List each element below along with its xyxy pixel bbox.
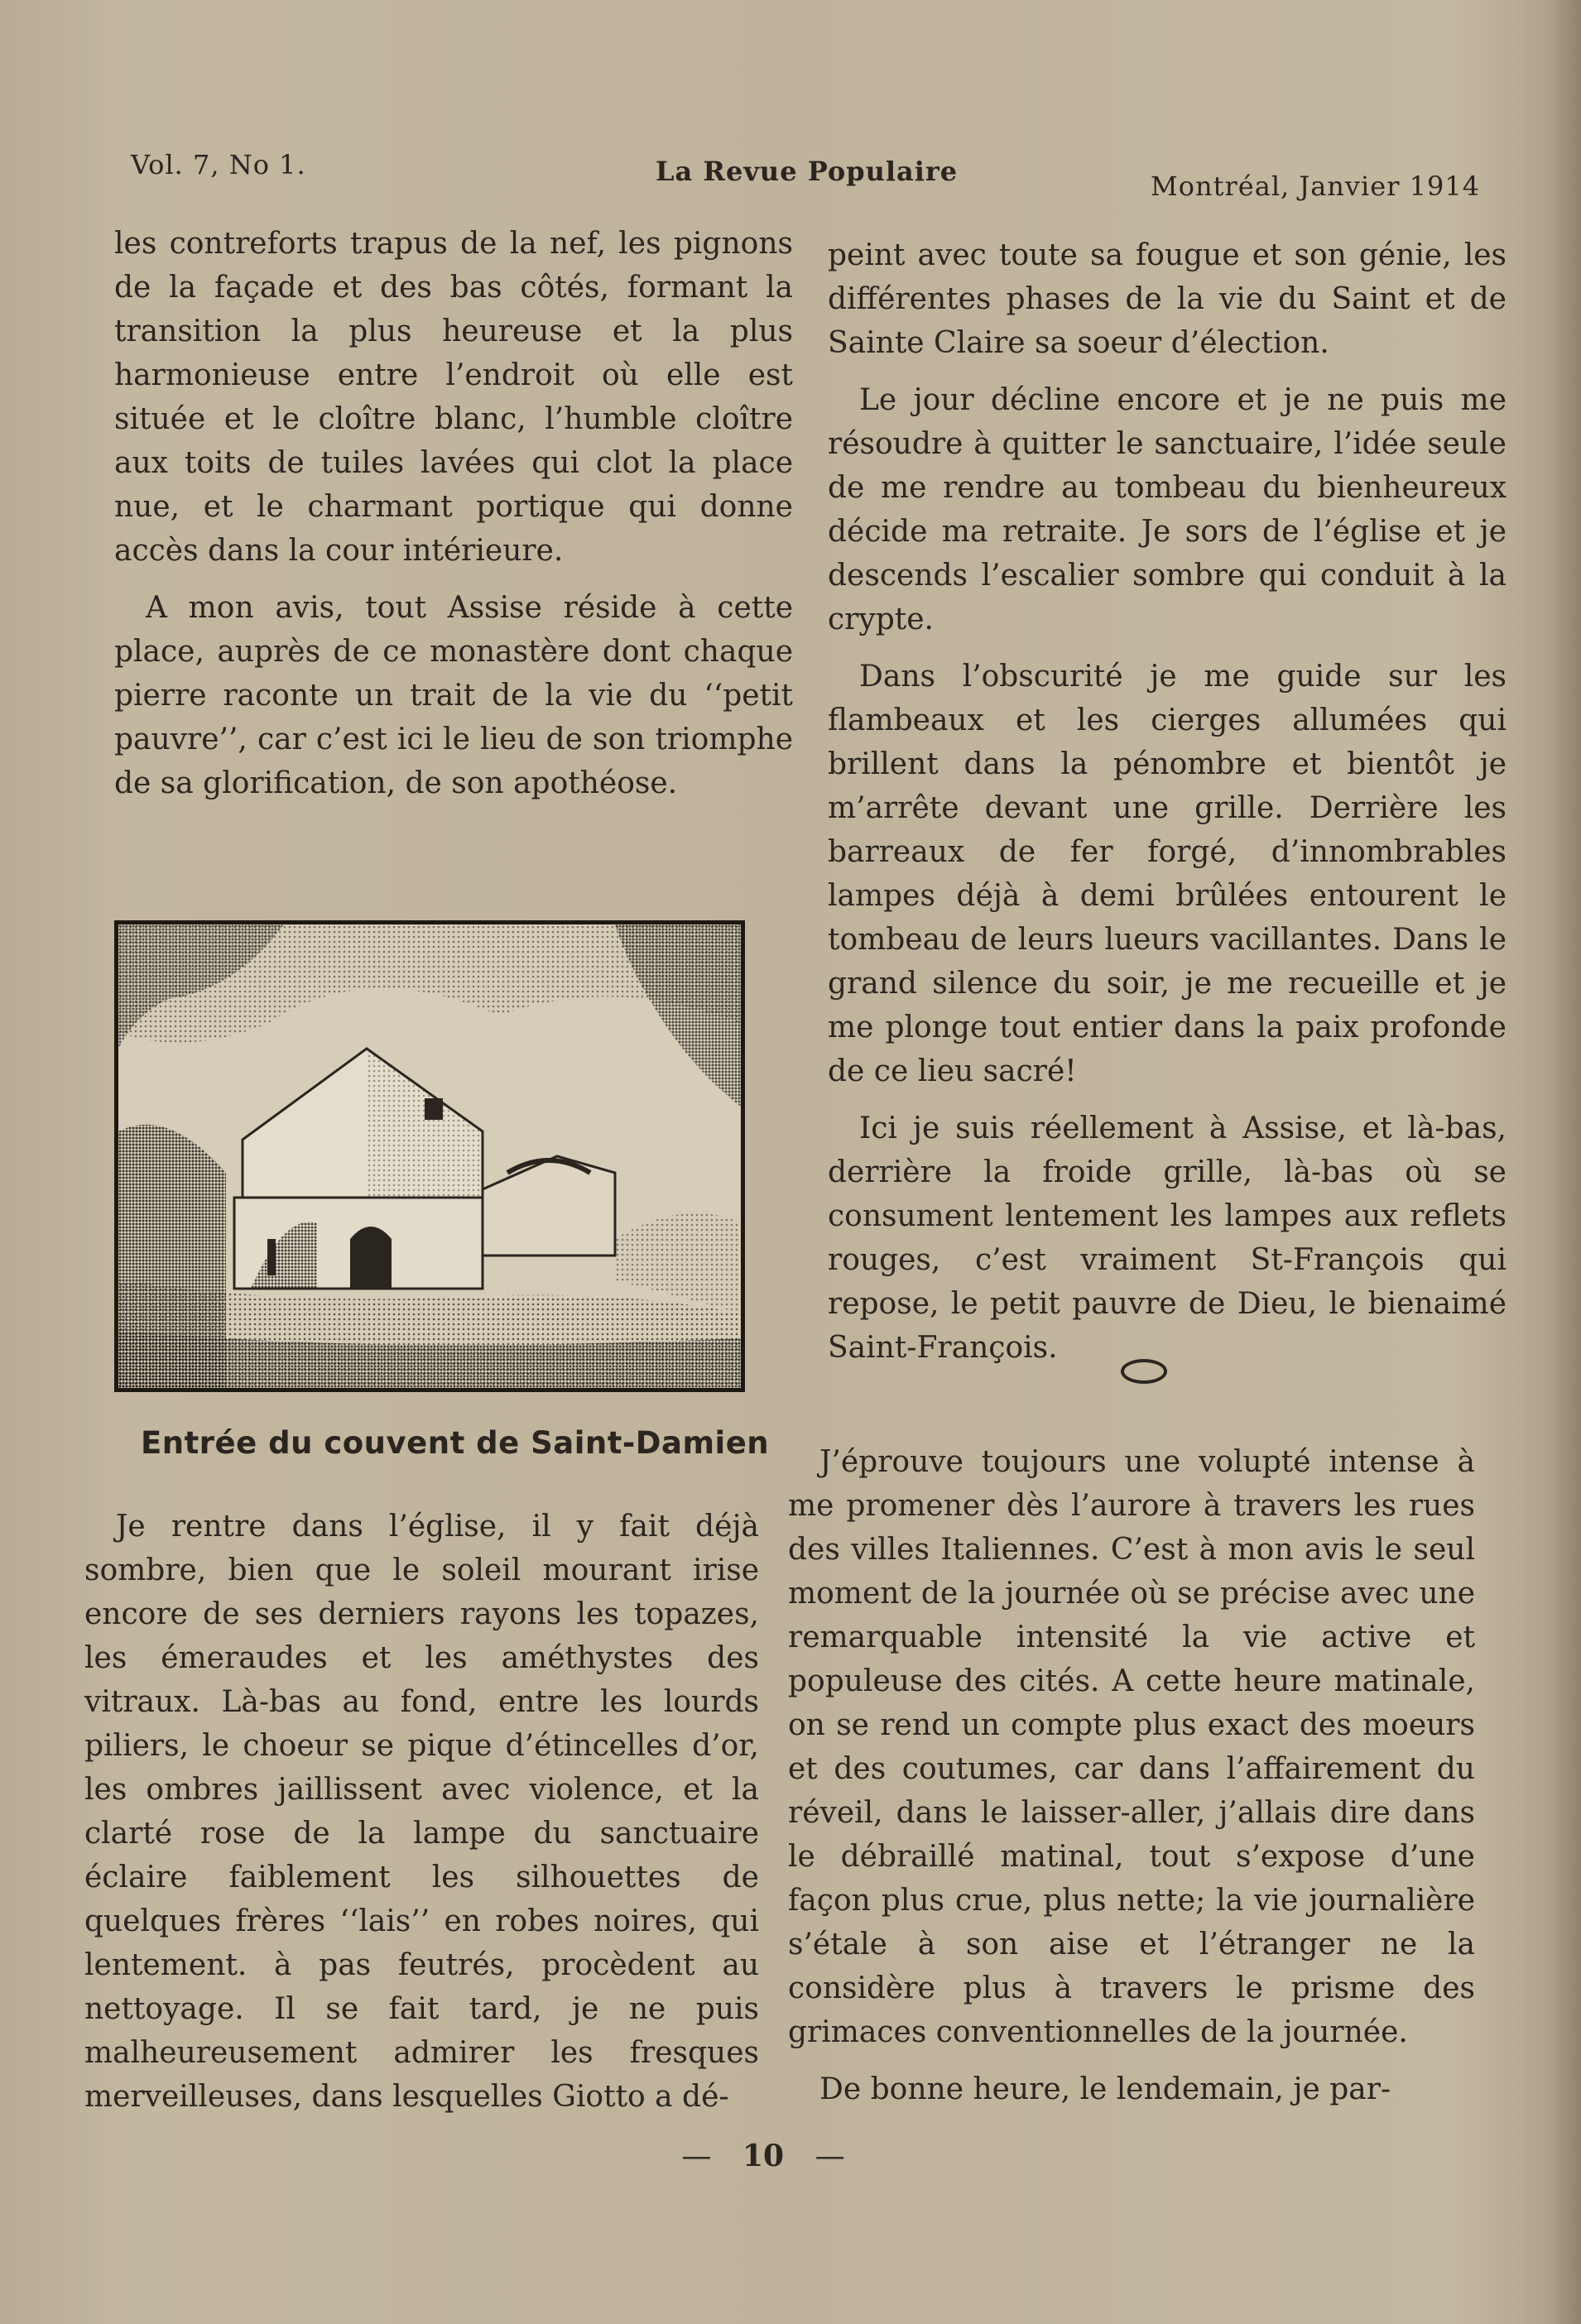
paragraph: J’éprouve toujours une volupté intense à me promener dès l’aurore à travers les rues des villes Italiennes. C’est à mon avis le seul moment de la journée où se précise avec une remarquable intensité la vie active et populeuse des cités. A cette heure matinale, on se rend un compte plus exact des moeurs et des coutumes, car dans l’affairement du réveil, dans le laisser-aller, j’allais dire dans le débraillé matinal, tout s’expose d’une façon plus crue, plus nette; la vie journalière s’étale à son aise et l’étranger ne la considère plus à travers le prisme des grimaces conventionnelles de la journée.: [788, 1445, 1475, 2049]
paragraph: peint avec toute sa fougue et son génie, les différentes phases de la vie du Saint et de Sainte Claire sa soeur d’élection.: [828, 238, 1507, 360]
convent-illustration: [118, 924, 741, 1388]
volume-label: Vol. 7, No 1.: [131, 149, 306, 180]
paragraph: A mon avis, tout Assise réside à cette place, auprès de ce monastère dont chaque pierre raconte un trait de la vie du ‘‘petit pauvre’’, car c’est ici le lieu de son triomphe de sa glorification, de son apothéose.: [114, 591, 793, 800]
photo-convent-entrance: [114, 920, 745, 1392]
dash-right: —: [815, 2139, 845, 2173]
page-number: [672, 2139, 854, 2173]
page-number-value: 10: [742, 2139, 785, 2173]
publication-title: La Revue Populaire: [656, 156, 959, 187]
paragraph: Dans l’obscurité je me guide sur les flambeaux et les cierges allumées qui brillent dans la pénombre et bientôt je m’arrête devant une grille. Derrière les barreaux de fer forgé, d’innombrables lampes déjà à demi brûlées entourent le tombeau de leurs lueurs vacillantes. Dans le grand silence du soir, je me recueille et je me plonge tout entier dans la paix profonde de ce lieu sacré!: [828, 660, 1507, 1088]
section-divider-ornament: [1121, 1359, 1167, 1384]
paragraph: les contreforts trapus de la nef, les pignons de la façade et des bas côtés, formant la transition la plus heureuse et la plus harmonieuse entre l’endroit où elle est située et le cloître blanc, l’humble cloître aux toits de tuiles lavées qui clot la place nue, et le charmant portique qui donne accès dans la cour intérieure.: [114, 227, 793, 568]
paragraph: Le jour décline encore et je ne puis me résoudre à quitter le sanctuaire, l’idée seule de me rendre au tombeau du bienheureux décide ma retraite. Je sors de l’église et je descends l’escalier sombre qui conduit à la crypte.: [828, 383, 1507, 636]
right-column-bottom: [788, 1440, 1475, 2125]
left-column-bottom: [84, 1505, 759, 2132]
left-column-top: [114, 222, 793, 819]
right-column-top: [828, 233, 1507, 1383]
paragraph: Ici je suis réellement à Assise, et là-bas, derrière la froide grille, là-bas où se consument lentement les lampes aux reflets rouges, c’est vraiment St-François qui repose, le petit pauvre de Dieu, le bienaimé Saint-François.: [828, 1112, 1507, 1365]
paragraph: Je rentre dans l’église, il y fait déjà sombre, bien que le soleil mourant irise encore de ses derniers rayons les topazes, les émeraudes et les améthystes des vitraux. Là-bas au fond, entre les lourds piliers, le choeur se pique d’étincelles d’or, les ombres jaillissent avec violence, et la clarté rose de la lampe du sanctuaire éclaire faiblement les silhouettes de quelques frères ‘‘lais’’ en robes noires, qui lentement. à pas feutrés, procèdent au nettoyage. Il se fait tard, je ne puis malheureusement admirer les fresques merveilleuses, dans lesquelles Giotto a dé-: [84, 1510, 759, 2114]
figure-caption: Entrée du couvent de Saint-Damien: [141, 1425, 770, 1461]
dash-left: —: [681, 2139, 712, 2173]
place-date: Montréal, Janvier 1914: [1151, 170, 1481, 202]
page-edge-shadow: [1546, 0, 1581, 2324]
running-header: [0, 149, 1581, 202]
paragraph: De bonne heure, le lendemain, je par-: [819, 2072, 1391, 2106]
